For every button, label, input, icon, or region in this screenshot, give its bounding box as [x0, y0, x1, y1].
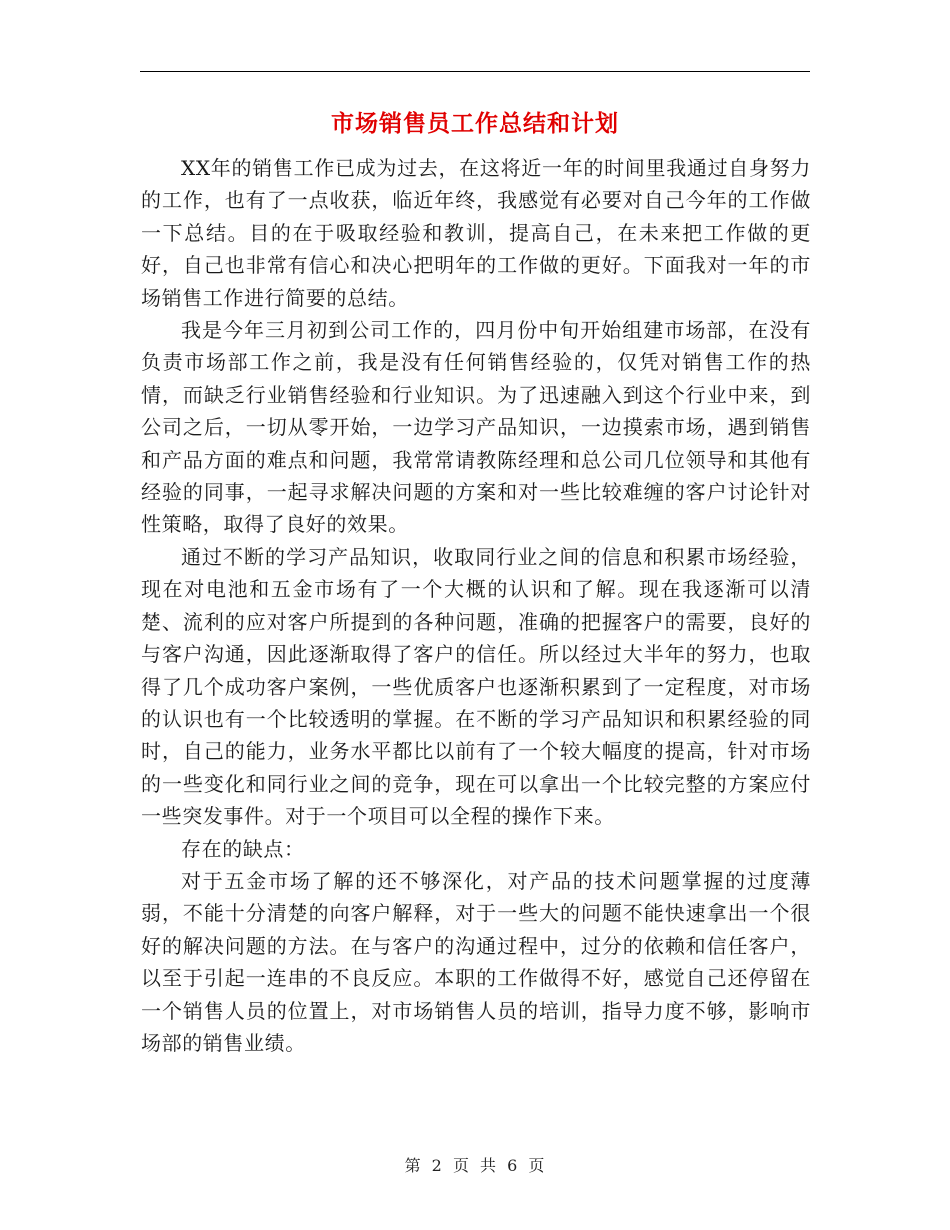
document-title: 市场销售员工作总结和计划	[331, 110, 619, 137]
paragraph-intro: XX年的销售工作已成为过去，在这将近一年的时间里我通过自身努力的工作，也有了一点收获，临近年终，我感觉有必要对自己今年的工作做一下总结。目的在于吸取经验和教训，提高自己，在未来把工作做的更好，自己也非常有信心和决心把明年的工作做的更好。下面我对一年的市场销售工作进行简要的总结。	[141, 156, 811, 310]
section-heading-shortcomings: 存在的缺点：	[181, 836, 305, 861]
page-number-footer: 第 2 页 共 6 页	[404, 1156, 546, 1175]
document-body	[141, 152, 811, 1059]
paragraph-shortcomings: 对于五金市场了解的还不够深化，对产品的技术问题掌握的过度薄弱，不能十分清楚的向客户解释，对于一些大的问题不能快速拿出一个很好的解决问题的方法。在与客户的沟通过程中，过分的依赖和信任客户，以至于引起一连串的不良反应。本职的工作做得不好，感觉自己还停留在一个销售人员的位置上，对市场销售人员的培训，指导力度不够，影响市场部的销售业绩。	[141, 868, 811, 1055]
paragraph-background: 我是今年三月初到公司工作的，四月份中旬开始组建市场部，在没有负责市场部工作之前，我是没有任何销售经验的，仅凭对销售工作的热情，而缺乏行业销售经验和行业知识。为了迅速融入到这个行业中来，到公司之后，一切从零开始，一边学习产品知识，一边摸索市场，遇到销售和产品方面的难点和问题，我常常请教陈经理和总公司几位领导和其他有经验的同事，一起寻求解决问题的方案和对一些比较难缠的客户讨论针对性策略，取得了良好的效果。	[141, 318, 811, 537]
paragraph-progress: 通过不断的学习产品知识，收取同行业之间的信息和积累市场经验，现在对电池和五金市场有了一个大概的认识和了解。现在我逐渐可以清楚、流利的应对客户所提到的各种问题，准确的把握客户的需要，良好的与客户沟通，因此逐渐取得了客户的信任。所以经过大半年的努力，也取得了几个成功客户案例，一些优质客户也逐渐积累到了一定程度，对市场的认识也有一个比较透明的掌握。在不断的学习产品知识和积累经验的同时，自己的能力，业务水平都比以前有了一个较大幅度的提高，针对市场的一些变化和同行业之间的竞争，现在可以拿出一个比较完整的方案应付一些突发事件。对于一个项目可以全程的操作下来。	[141, 544, 811, 829]
header-rule	[140, 71, 810, 72]
